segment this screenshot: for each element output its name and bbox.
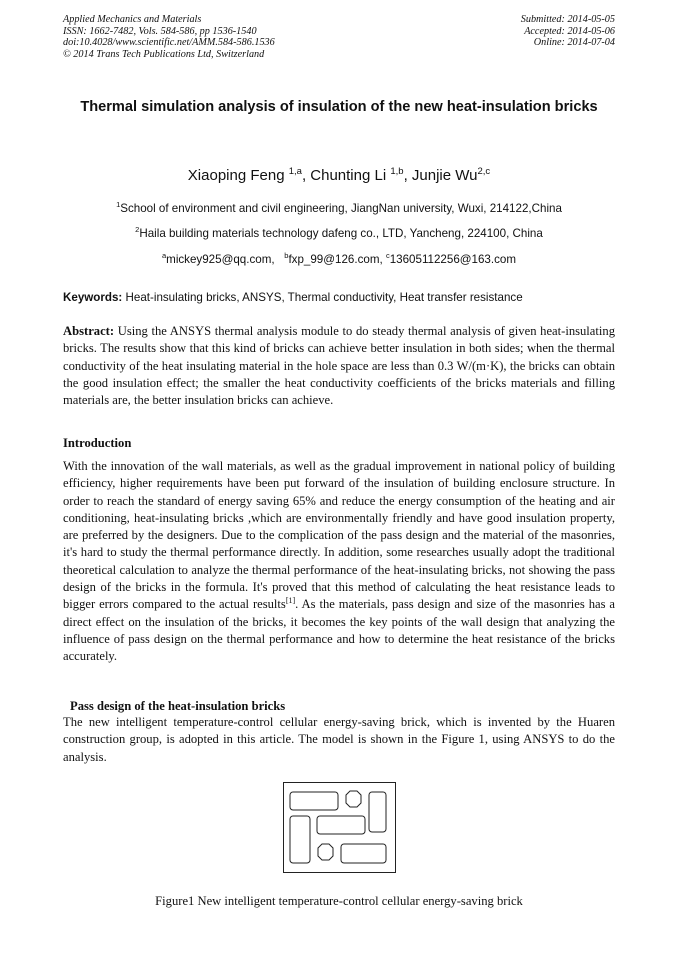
author-affiliation-sup: 1,a	[288, 166, 302, 177]
figure-caption: Figure1 New intelligent temperature-control cellular energy-saving brick	[155, 894, 523, 908]
abstract-paragraph	[63, 323, 615, 409]
keywords-line	[63, 290, 615, 305]
introduction-text-cont: . As the materials, pass design and size of the masonries has a direct effect on the insulation of the bricks, it becomes the key points of the wall design that analyzing the influence of pass design on the thermal performance and how to determine the heat resistance of the bricks accurately.	[63, 597, 615, 664]
brick-hole-middle	[317, 816, 365, 834]
brick-hole-top-left	[290, 792, 338, 810]
journal-info	[63, 14, 275, 60]
brick-hole-bottom-right	[341, 844, 386, 863]
author-name: Xiaoping Feng	[187, 167, 285, 184]
accepted-date: Accepted: 2014-05-06	[524, 25, 615, 37]
citation-ref: [1]	[285, 596, 296, 606]
submitted-date: Submitted: 2014-05-05	[520, 14, 615, 25]
affiliation-1	[63, 202, 615, 216]
affiliation-text: Haila building materials technology dafeng co., LTD, Yancheng, 224100, China	[139, 227, 543, 240]
paper-title: Thermal simulation analysis of insulation of the new heat-insulation bricks	[80, 99, 598, 115]
author-name: Chunting Li	[310, 167, 387, 184]
brick-outline	[284, 783, 396, 873]
email-line	[63, 253, 615, 267]
pass-design-paragraph: The new intelligent temperature-control cellular energy-saving brick, which is invented by the Huaren construction group, is adopted in this article. The model is shown in the Figure 1, using ANSYS to do the analysis.	[63, 715, 615, 764]
email-sup: c	[385, 251, 390, 260]
email-sup: b	[284, 251, 289, 260]
affiliation-sup: 2	[135, 225, 140, 234]
online-date: Online: 2014-07-04	[533, 37, 615, 49]
dates-info	[521, 14, 615, 49]
journal-name: Applied Mechanics and Materials	[63, 14, 202, 25]
keywords-text: Heat-insulating bricks, ANSYS, Thermal conductivity, Heat transfer resistance	[125, 291, 523, 304]
brick-hole-hexagon-top	[346, 791, 361, 807]
abstract-label: Abstract:	[63, 324, 115, 338]
email-address: fxp_99@126.com,	[288, 253, 383, 266]
email-sup: a	[161, 251, 167, 260]
doi-line: doi:10.4028/www.scientific.net/AMM.584-586.1536	[63, 37, 275, 49]
introduction-paragraph	[63, 458, 615, 666]
brick-hole-left-tall	[290, 816, 310, 863]
affiliation-text: School of environment and civil engineering, JiangNan university, Wuxi, 214122,China	[120, 202, 562, 215]
author-name: Junjie Wu	[411, 167, 478, 184]
introduction-text: With the innovation of the wall materials, as well as the gradual improvement in national policy of building efficiency, higher requirements have been put forward of the insulation of building enclosure structure. In order to reach the standard of energy saving 65% and reduce the energy consumption of the heating and air conditioning, heat-insulating bricks ,which are environmentally friendly and have good insulation property, are preferred by the designers. Due to the complication of the pass design and the material of the masonries, it's hard to study the thermal performance directly. In addition, some researches usually adopt the traditional theoretical calculation to analyze the thermal performance of the heat-insulating bricks, not showing the pass design of the bricks in the formula. It's proved that this method of calculating the heat resistance leads to bigger errors compared to the actual results	[63, 459, 615, 612]
pass-design-heading: Pass design of the heat-insulation bricks	[70, 699, 286, 713]
affiliation-sup: 1	[116, 200, 121, 209]
abstract-text: Using the ANSYS thermal analysis module to do steady thermal analysis of given heat-insulating bricks. The results show that this kind of bricks can achieve better insulation in both sides; when the thermal conductivity of the heat insulating material in the hole space are less than 0.3 W/(m·K), the bricks can obtain the good insulation effect; the smaller the heat conductivity coefficients of the bricks materials and filling materials are, the better insulation bricks can achieve.	[63, 324, 615, 408]
email-address: 13605112256@163.com	[389, 253, 517, 266]
affiliation-2	[63, 227, 615, 241]
brick-hole-hexagon-bottom	[318, 844, 333, 860]
author-affiliation-sup: 2,c	[477, 166, 491, 177]
keywords-label: Keywords:	[63, 291, 123, 304]
copyright-line: © 2014 Trans Tech Publications Ltd, Switzerland	[63, 48, 265, 60]
brick-cross-section-figure	[283, 782, 396, 873]
issn-line: ISSN: 1662-7482, Vols. 584-586, pp 1536-1540	[63, 25, 257, 37]
author-affiliation-sup: 1,b	[390, 166, 404, 177]
author-list: Xiaoping Feng $^{1,a}$, Chunting Li $^{1,b}$, Junjie Wu$^{2,c}$	[187, 166, 491, 184]
email-address: mickey925@qq.com,	[166, 253, 275, 266]
brick-hole-right-tall	[369, 792, 386, 832]
introduction-heading: Introduction	[63, 436, 132, 450]
